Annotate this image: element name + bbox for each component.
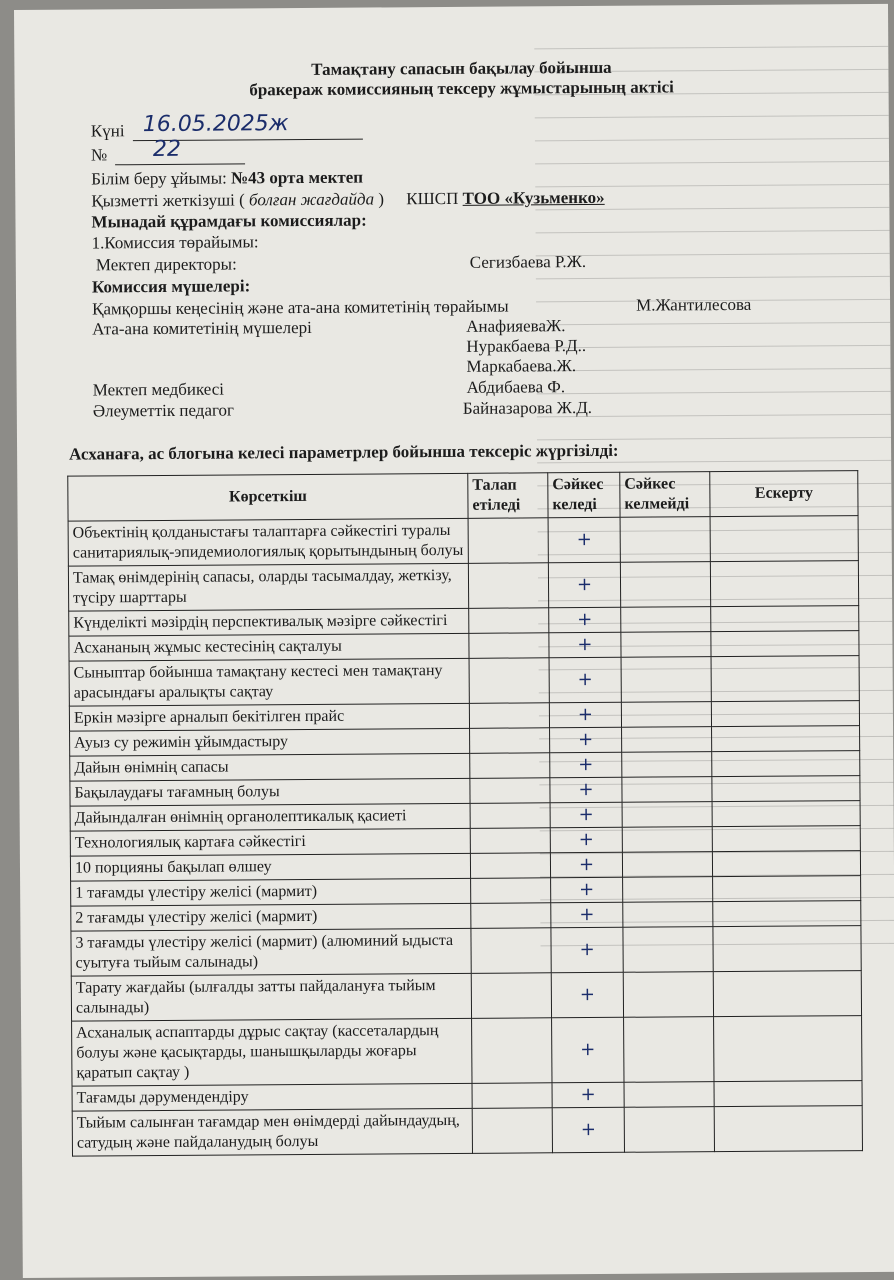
member-name-6: Байназарова Ж.Д. [462, 397, 593, 418]
number-label: № [90, 145, 108, 165]
note-cell [712, 726, 860, 752]
member-role-1: Қамқоршы кеңесінің және ата-ана комитетінің төрайымы [92, 296, 509, 319]
indicator-cell: Объектінің қолданыстағы талаптарға сәйкестігі туралы санитариялық-эпидемиологиялық қорытындының болуы [68, 518, 468, 566]
compliant-mark: + [549, 702, 621, 728]
chair-role: Мектеп директоры: [95, 254, 237, 275]
date-label: Күні [90, 121, 125, 141]
noncompliant-cell [621, 607, 711, 633]
col-header-compliant: Сәйкес келеді [548, 472, 620, 518]
member-name-2: АнафияеваЖ. [466, 316, 566, 336]
noncompliant-cell [623, 927, 713, 973]
col-header-note: Ескерту [710, 471, 858, 517]
indicator-cell: 10 порцияны бақылап өлшеу [70, 853, 470, 881]
compliant-mark: + [552, 1082, 624, 1108]
required-cell [469, 608, 549, 634]
indicator-cell: 3 тағамды үлестіру желісі (мармит) (алюминий ыдыста суытуға тыйым салынады) [71, 928, 471, 976]
note-cell [712, 851, 860, 877]
note-cell [710, 561, 858, 607]
compliant-mark: + [548, 517, 620, 563]
noncompliant-cell [624, 1107, 714, 1153]
compliant-mark: + [550, 852, 622, 878]
inspection-table [67, 470, 863, 1157]
compliant-mark: + [548, 562, 620, 608]
indicator-cell: Дайын өнімнің сапасы [70, 753, 470, 781]
note-cell [714, 1106, 862, 1152]
required-cell [471, 903, 551, 929]
table-header-row [68, 471, 858, 522]
indicator-cell: Ауыз су режимін ұйымдастыру [70, 728, 470, 756]
note-cell [710, 516, 858, 562]
indicator-cell: Дайындалған өнімнің органолептикалық қасиеті [70, 803, 470, 831]
required-cell [469, 658, 549, 704]
compliant-mark: + [550, 802, 622, 828]
note-cell [712, 776, 860, 802]
document-sheet [14, 4, 894, 1278]
required-cell [470, 828, 550, 854]
indicator-cell: 2 тағамды үлестіру желісі (мармит) [71, 903, 471, 931]
indicator-cell: Күнделікті мәзірдің перспективалық мәзірге сәйкестігі [69, 608, 469, 636]
compliant-mark: + [551, 927, 623, 973]
member-role-2: Ата-ана комитетінің мүшелері [92, 317, 312, 339]
note-cell [713, 926, 861, 972]
required-cell [472, 1018, 552, 1084]
indicator-cell: Технологиялық картаға сәйкестігі [70, 828, 470, 856]
noncompliant-cell [621, 657, 711, 703]
noncompliant-cell [624, 1082, 714, 1108]
compliant-mark: + [549, 607, 621, 633]
noncompliant-cell [622, 827, 712, 853]
required-cell [472, 1083, 552, 1109]
required-cell [471, 878, 551, 904]
note-cell [712, 801, 860, 827]
compliant-mark: + [550, 727, 622, 753]
col-header-noncompliant: Сәйкес келмейді [620, 472, 710, 518]
commission-heading: Мынадай құрамдағы комиссиялар: [91, 210, 367, 232]
member-name-1: М.Жантилесова [636, 294, 752, 315]
col-header-indicator: Көрсеткіш [68, 473, 468, 521]
noncompliant-cell [622, 777, 712, 803]
supplier-prefix: КШСП [406, 188, 459, 209]
number-handwritten: 22 [152, 136, 182, 163]
note-cell [711, 656, 859, 702]
compliant-mark: + [552, 1017, 624, 1083]
table-row [72, 1106, 862, 1157]
member-name-5: Абдибаева Ф. [466, 377, 566, 397]
indicator-cell: Тамақ өнімдерінің сапасы, оларды тасымалдау, жеткізу, түсіру шарттары [68, 563, 468, 611]
table-row [71, 926, 861, 977]
school-label: Білім беру ұйымы: [91, 168, 227, 189]
indicator-cell: Бақылаудағы тағамның болуы [70, 778, 470, 806]
required-cell [468, 563, 548, 609]
supplier-close: ) [378, 189, 385, 209]
members-heading: Комиссия мүшелері: [91, 276, 251, 297]
required-cell [471, 973, 551, 1019]
number-underline [115, 163, 245, 165]
table-body [68, 516, 862, 1156]
note-cell [714, 1081, 862, 1107]
indicator-cell: Асхананың жұмыс кестесінің сақталуы [69, 633, 469, 661]
member-role-3: Мектеп медбикесі [92, 379, 225, 400]
chair-heading: 1.Комиссия төрайымы: [91, 232, 259, 253]
indicator-cell: 1 тағамды үлестіру желісі (мармит) [71, 878, 471, 906]
required-cell [469, 633, 549, 659]
compliant-mark: + [549, 632, 621, 658]
supplier-note: болған жағдайда [248, 189, 375, 210]
noncompliant-cell [620, 562, 710, 608]
table-row [72, 1016, 862, 1087]
noncompliant-cell [623, 877, 713, 903]
note-cell [713, 901, 861, 927]
indicator-cell: Асханалық аспаптарды дұрыс сақтау (кассеталардың болуы және қасықтарды, шанышқыларды жоғары қаратып сақтау ) [72, 1018, 472, 1086]
indicator-cell: Тыйым салынған тағамдар мен өнімдерді дайындаудың, сатудың және пайдаланудың болуы [72, 1108, 472, 1156]
note-cell [711, 701, 859, 727]
col-header-required: Талап етіледі [468, 473, 548, 519]
noncompliant-cell [620, 517, 710, 563]
note-cell [714, 1016, 862, 1082]
required-cell [470, 778, 550, 804]
required-cell [469, 703, 549, 729]
compliant-mark: + [550, 752, 622, 778]
noncompliant-cell [621, 702, 711, 728]
school-row [91, 168, 363, 190]
required-cell [470, 803, 550, 829]
title-line-1: Тамақтану сапасын бақылау бойынша [311, 57, 612, 79]
date-handwritten: 16.05.2025ж [142, 111, 289, 138]
noncompliant-cell [622, 802, 712, 828]
note-cell [711, 631, 859, 657]
compliant-mark: + [551, 877, 623, 903]
inspection-intro: Асханаға, ас блогына келесі параметрлер бойынша тексеріс жүргізілді: [69, 440, 619, 464]
compliant-mark: + [551, 902, 623, 928]
table-row [69, 656, 859, 707]
noncompliant-cell [624, 1017, 714, 1083]
compliant-mark: + [551, 972, 623, 1018]
required-cell [472, 1108, 552, 1154]
member-name-3: Нуракбаева Р.Д.. [466, 336, 587, 356]
indicator-cell: Тарату жағдайы (ылғалды затты пайдалануға тыйым салынады) [71, 973, 471, 1021]
compliant-mark: + [549, 657, 621, 703]
noncompliant-cell [621, 632, 711, 658]
note-cell [713, 876, 861, 902]
note-cell [711, 606, 859, 632]
compliant-mark: + [552, 1107, 624, 1153]
noncompliant-cell [622, 752, 712, 778]
compliant-mark: + [550, 777, 622, 803]
note-cell [713, 971, 861, 1017]
noncompliant-cell [623, 972, 713, 1018]
noncompliant-cell [623, 902, 713, 928]
indicator-cell: Еркін мәзірге арналып бекітілген прайс [69, 703, 469, 731]
noncompliant-cell [622, 852, 712, 878]
supplier-value: ТОО «Кузьменко» [462, 187, 605, 208]
table-row [68, 516, 858, 567]
noncompliant-cell [622, 727, 712, 753]
required-cell [470, 728, 550, 754]
supplier-label: Қызметті жеткізуші ( [91, 190, 245, 211]
required-cell [470, 853, 550, 879]
member-name-4: Маркабаева.Ж. [466, 356, 577, 376]
title-line-2: бракераж комиссияның тексеру жұмыстарының актісі [249, 77, 674, 100]
indicator-cell: Тағамды дәрумендендіру [72, 1083, 472, 1111]
note-cell [712, 826, 860, 852]
school-value: №43 орта мектеп [230, 167, 364, 188]
table-row [68, 561, 858, 612]
compliant-mark: + [550, 827, 622, 853]
indicator-cell: Сыныптар бойынша тамақтану кестесі мен тамақтану арасындағы аралықты сақтау [69, 658, 469, 706]
table-row [71, 971, 861, 1022]
supplier-row [91, 188, 604, 212]
required-cell [471, 928, 551, 974]
chair-name: Сегизбаева Р.Ж. [469, 252, 587, 272]
required-cell [470, 753, 550, 779]
member-role-4: Әлеуметтік педагог [92, 400, 235, 421]
required-cell [468, 518, 548, 564]
note-cell [712, 751, 860, 777]
